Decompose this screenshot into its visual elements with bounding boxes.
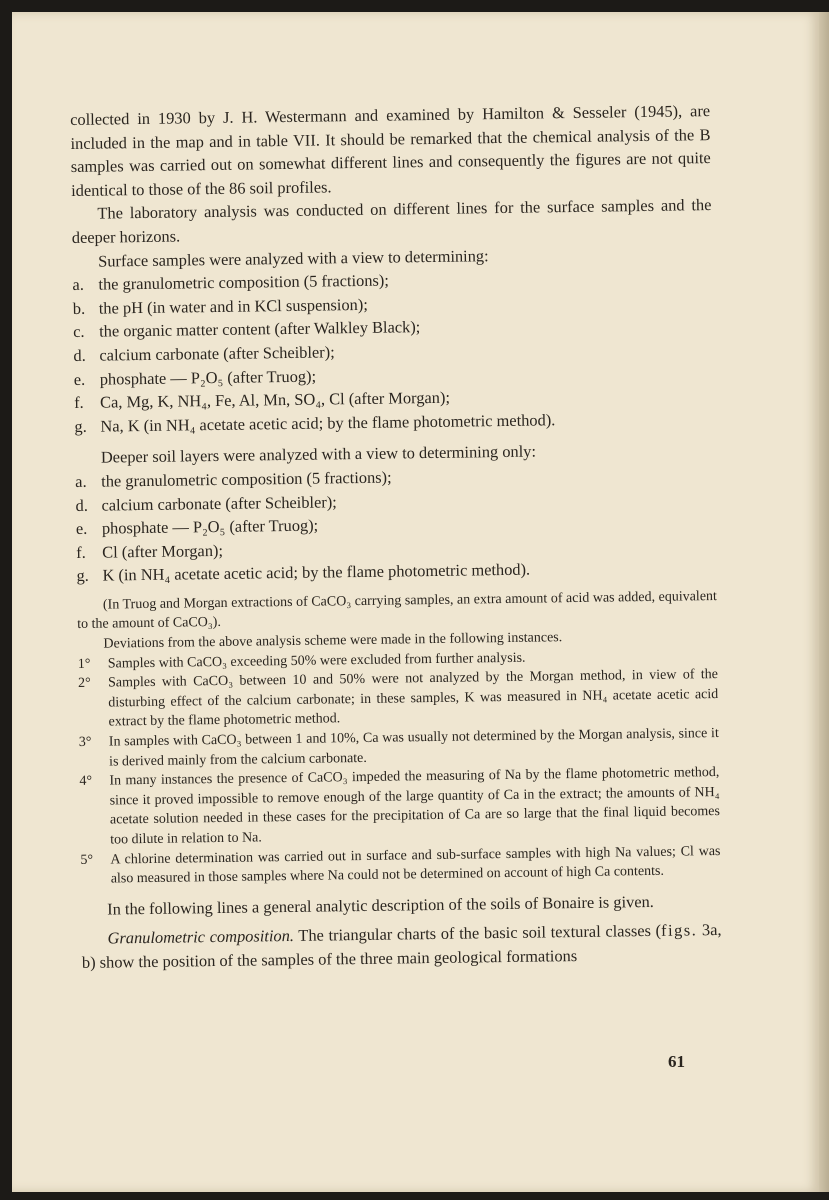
list-item: g. Na, K (in NH₄ acetate acetic acid; by the flame photometric method). xyxy=(74,409,556,436)
figs-reference: figs. xyxy=(660,920,698,941)
lab-paragraph: The laboratory analysis was conducted on different lines for the surface samples and the deeper horizons. xyxy=(71,195,712,247)
list-item: g. K (in NH₄ acetate acetic acid; by the flame photometric method). xyxy=(76,559,531,586)
list-item: 2° Samples with CaCO₃ between 10 and 50% were not analyzed by the Morgan method, in view of the disturbing effect of the calcium carbonate; in these samples, K was measured in NH₄ acetate acetic acid extract by the flame photometric method. xyxy=(77,667,719,730)
book-page xyxy=(12,12,819,1192)
list-item: 5° A chlorine determination was carried out in surface and sub-surface samples with high Na values; Cl was also measured in those samples where Na could not be determined on account of high Ca contents. xyxy=(80,843,721,887)
general-description-paragraph: In the following lines a general analytic description of the soils of Bonaire is given. xyxy=(107,891,654,919)
list-item: c. the organic matter content (after Walkley Black); xyxy=(72,317,421,342)
granulometric-paragraph: Granulometric composition. The triangular charts of the basic soil textural classes (figs. 3a, b) show the position of the samples of the three main geological formations xyxy=(81,920,722,972)
page-edge xyxy=(819,12,829,1192)
surface-intro: Surface samples were analyzed with a view to determining: xyxy=(98,245,489,271)
list-item: f. Ca, Mg, K, NH₄, Fe, Al, Mn, SO₄, Cl (after Morgan); xyxy=(73,387,451,413)
list-item: a. the granulometric composition (5 fractions); xyxy=(75,467,392,491)
list-item: f. Cl (after Morgan); xyxy=(76,540,224,562)
list-item: 3° In samples with CaCO₃ between 1 and 10%, Ca was usually not determined by the Morgan analysis, since it is derived mainly from the calcium carbonate. xyxy=(78,726,719,770)
list-item: b. the pH (in water and in KCl suspension); xyxy=(72,294,368,318)
small-print-section xyxy=(77,587,721,890)
deviations-intro: Deviations from the above analysis scheme were made in the following instances. xyxy=(103,630,563,652)
deeper-intro: Deeper soil layers were analyzed with a view to determining only: xyxy=(100,441,537,467)
list-item: 1° Samples with CaCO₃ exceeding 50% were excluded from further analysis. xyxy=(77,650,526,672)
list-item: e. phosphate — P₂O₅ (after Truog); xyxy=(75,515,319,539)
note-paragraph: (In Truog and Morgan extractions of CaCO₃ carrying samples, an extra amount of acid was added, equivalent to the amount of CaCO₃). xyxy=(77,588,717,633)
page-body xyxy=(70,99,722,974)
deeper-list xyxy=(75,461,717,588)
list-item: 4° In many instances the presence of CaCO₃ impeded the measuring of Na by the flame photometric method, since it proved impossible to remove enough of the large quantity of Ca in the extract; the amounts of NH₄ acetate solution needed in these cases for the precipitation of Ca are so large that the final liquid becomes too dilute in relation to Na. xyxy=(79,765,720,848)
list-item: d. calcium carbonate (after Scheibler); xyxy=(75,491,337,515)
list-item: a. the granulometric composition (5 fractions); xyxy=(72,270,389,295)
list-item: d. calcium carbonate (after Scheibler); xyxy=(73,342,335,365)
page-number: 61 xyxy=(668,1052,685,1071)
list-item: e. phosphate — P₂O₅ (after Truog); xyxy=(73,366,317,389)
deviations-list xyxy=(78,646,721,890)
surface-list xyxy=(72,264,714,438)
granulometric-heading: Granulometric composition. xyxy=(107,926,295,948)
intro-paragraph: collected in 1930 by J. H. Westermann and examined by Hamilton & Sesseler (1945), are included in the map and in table VII. It should be remarked that the chemical analysis of the B samples was carried out on somewhat different lines and consequently the figures are not quite identical to those of the 86 soil profiles. xyxy=(70,101,711,200)
